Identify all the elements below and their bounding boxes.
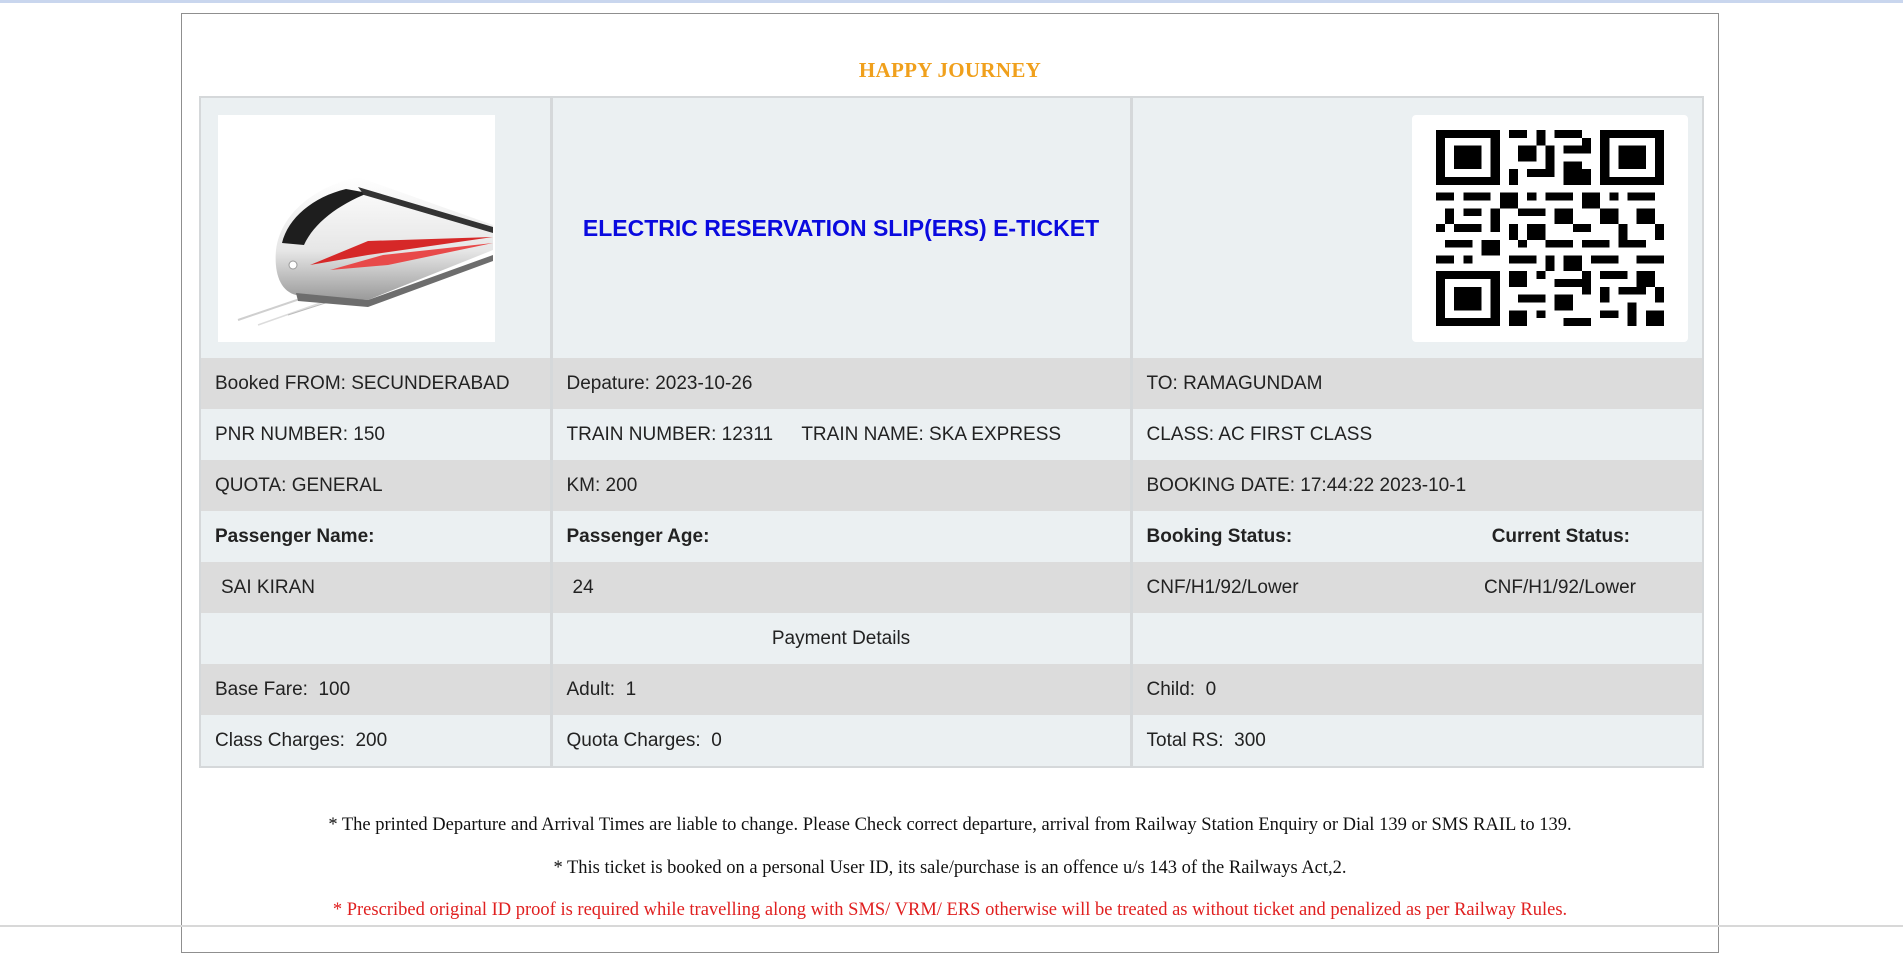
qr-cell <box>1131 97 1703 358</box>
train-name: TRAIN NAME: SKA EXPRESS <box>801 423 1062 445</box>
note-id-proof-warning: * Prescribed original ID proof is required while travelling along with SMS/ VRM/ ERS otherwise will be treated as without ticket and penalized as per Railway Rules. <box>332 900 1568 920</box>
train-number: TRAIN NUMBER: 12311 <box>566 423 774 445</box>
passenger-header-row <box>200 511 1703 562</box>
page-top-border <box>0 0 1903 3</box>
note-personal-id: * This ticket is booked on a personal User ID, its sale/purchase is an offence u/s 143 of the Railways Act,2. <box>553 858 1347 878</box>
passenger-name: SAI KIRAN <box>200 562 551 613</box>
payment-empty-left <box>200 613 551 664</box>
passenger-row <box>200 562 1703 613</box>
total-amount: Total RS: 300 <box>1131 715 1703 767</box>
quota-charges: Quota Charges: 0 <box>551 715 1131 767</box>
ticket-table <box>199 96 1704 768</box>
status-value-cell <box>1131 562 1703 613</box>
eticket-heading: ELECTRIC RESERVATION SLIP(ERS) E-TICKET <box>582 214 1100 241</box>
train-image-icon <box>218 115 495 342</box>
quota: QUOTA: GENERAL <box>200 460 551 511</box>
train-row <box>200 409 1703 460</box>
base-fare: Base Fare: 100 <box>200 664 551 715</box>
child-count: Child: 0 <box>1131 664 1703 715</box>
fare-row <box>200 664 1703 715</box>
departure-date: Depature: 2023-10-26 <box>551 358 1131 409</box>
payment-header-row <box>200 613 1703 664</box>
ticket-header-row <box>200 97 1703 358</box>
adult-count: Adult: 1 <box>551 664 1131 715</box>
e-ticket-card <box>181 13 1719 953</box>
booking-status-header: Booking Status: <box>1146 525 1293 547</box>
status-header-cell <box>1131 511 1703 562</box>
qr-code-icon <box>1412 115 1688 342</box>
current-status-header: Current Status: <box>1491 525 1630 547</box>
quota-row <box>200 460 1703 511</box>
payment-details-title: Payment Details <box>551 613 1131 664</box>
charges-row <box>200 715 1703 767</box>
booking-status: CNF/H1/92/Lower <box>1146 576 1299 598</box>
booked-from: Booked FROM: SECUNDERABAD <box>200 358 551 409</box>
eticket-heading-cell <box>551 97 1131 358</box>
happy-journey-title: HAPPY JOURNEY <box>858 58 1042 82</box>
travel-class: CLASS: AC FIRST CLASS <box>1131 409 1703 460</box>
destination: TO: RAMAGUNDAM <box>1131 358 1703 409</box>
note-departure-times: * The printed Departure and Arrival Times are liable to change. Please Check correct departure, arrival from Railway Station Enquiry or Dial 139 or SMS RAIL to 139. <box>328 815 1572 835</box>
train-image-cell <box>200 97 551 358</box>
distance-km: KM: 200 <box>551 460 1131 511</box>
train-info-cell <box>551 409 1131 460</box>
payment-empty-right <box>1131 613 1703 664</box>
route-row <box>200 358 1703 409</box>
booking-date: BOOKING DATE: 17:44:22 2023-10-1 <box>1131 460 1703 511</box>
current-status: CNF/H1/92/Lower <box>1483 576 1636 598</box>
passenger-age: 24 <box>551 562 1131 613</box>
passenger-name-header: Passenger Name: <box>200 511 551 562</box>
pnr-number: PNR NUMBER: 150 <box>200 409 551 460</box>
passenger-age-header: Passenger Age: <box>551 511 1131 562</box>
class-charges: Class Charges: 200 <box>200 715 551 767</box>
